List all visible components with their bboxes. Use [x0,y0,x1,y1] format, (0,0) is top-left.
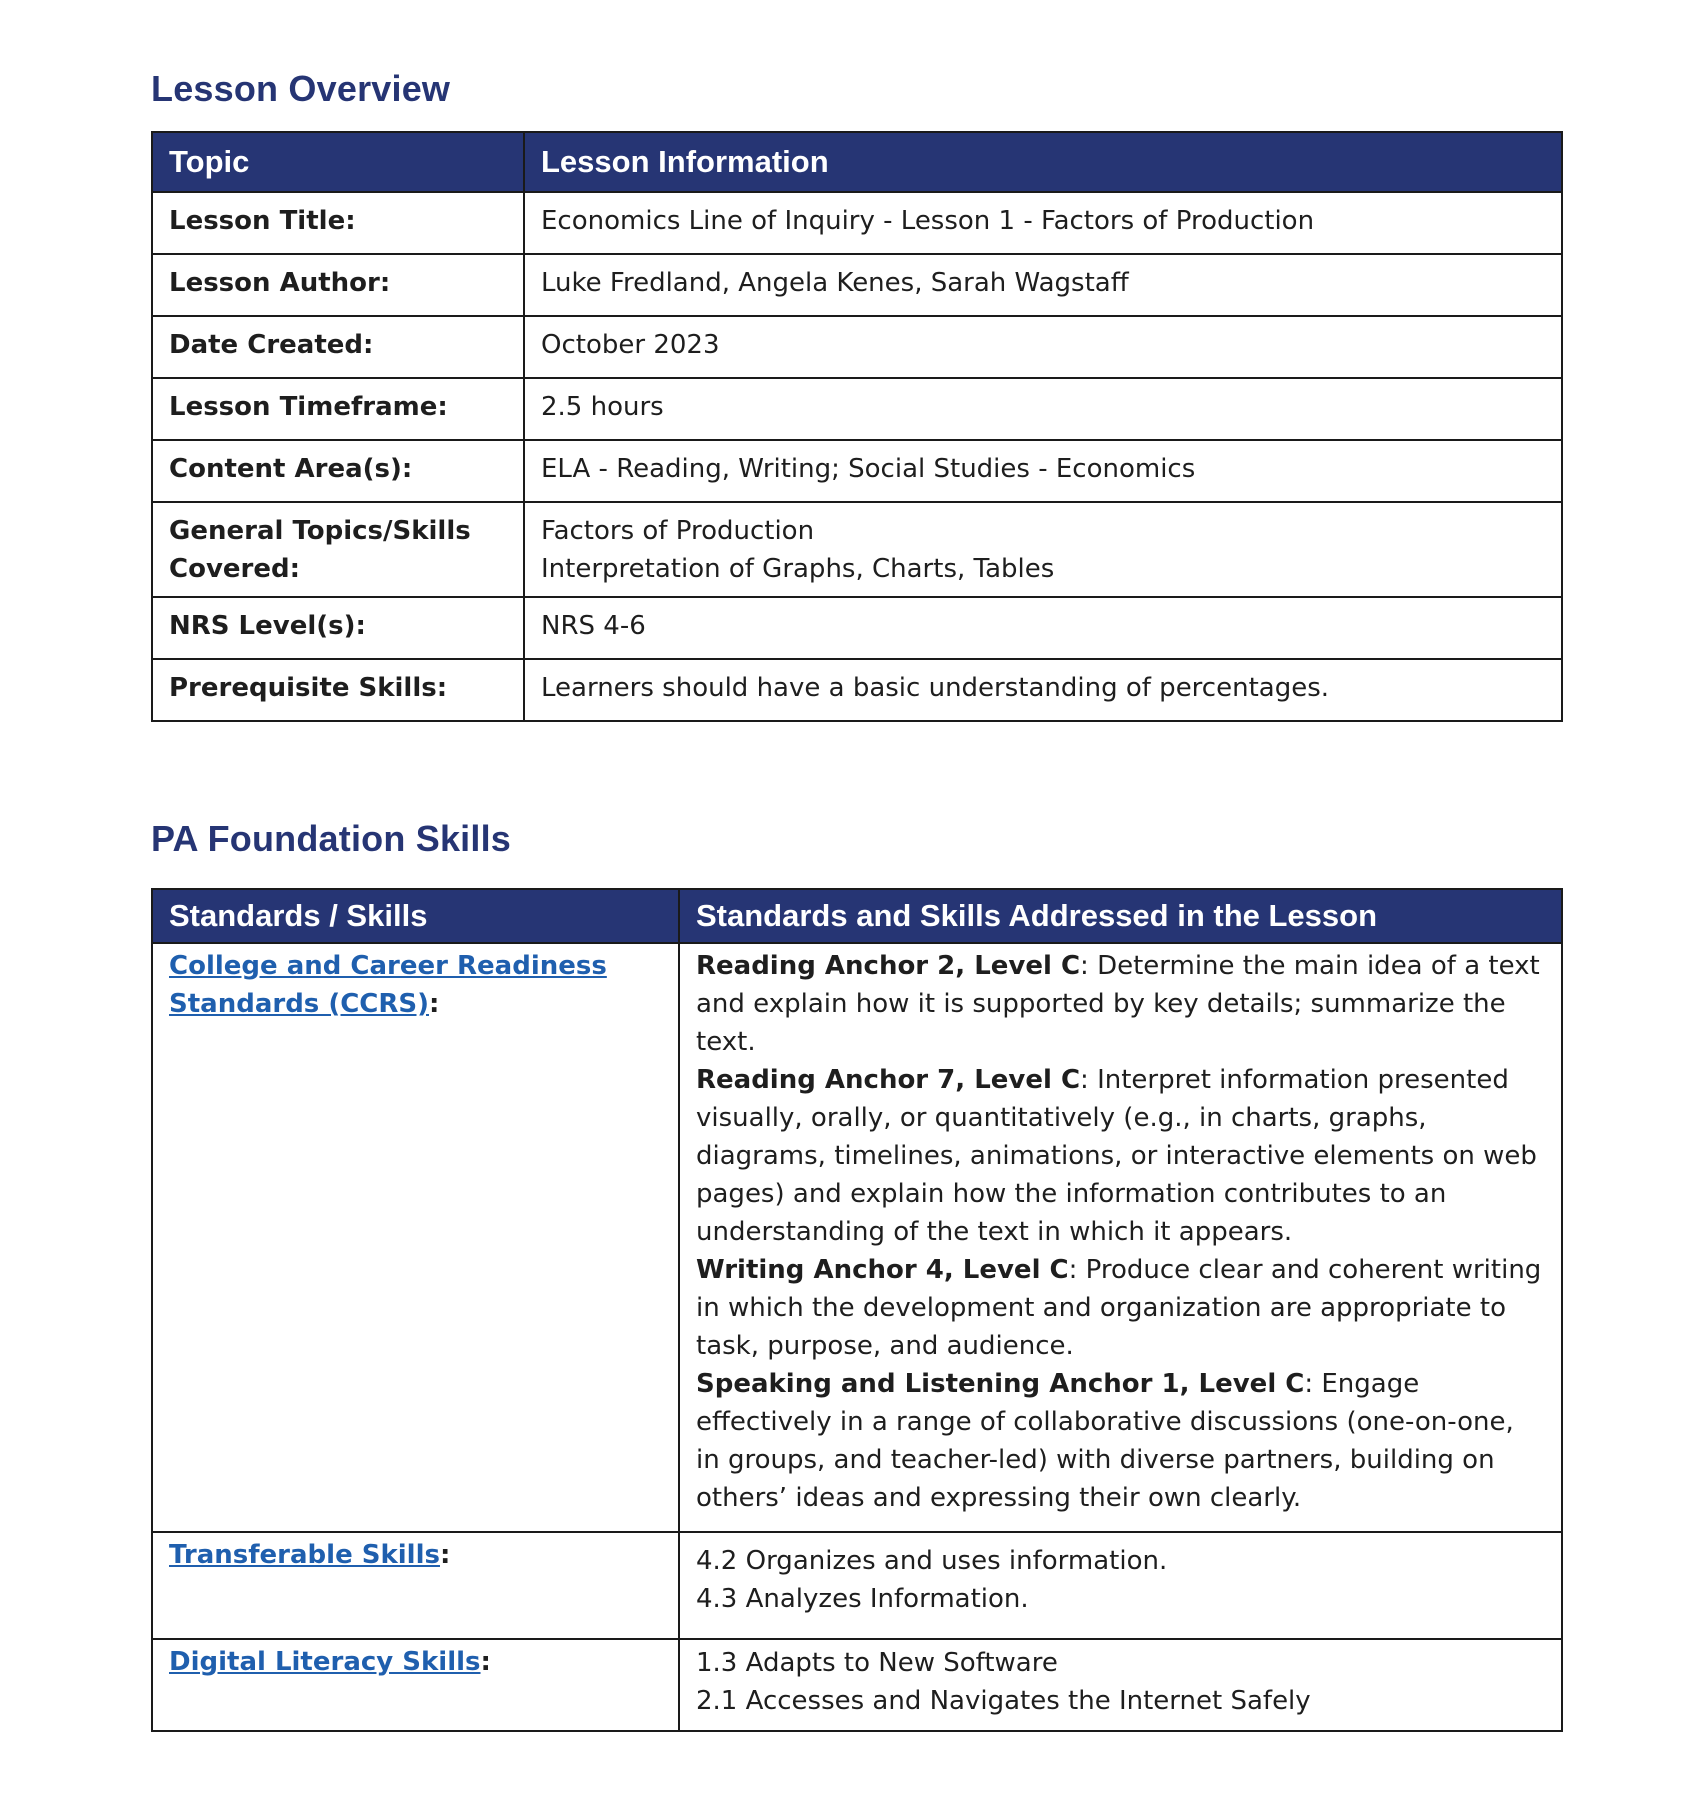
link-suffix: : [439,1540,451,1570]
row-general-topics [152,502,1562,597]
ccrs-link[interactable]: College and Career Readiness Standards (CCRS) [169,951,607,1019]
standard-item-text: : Interpret information presented visually, orally, or quantitatively (e.g., in charts, graphs, diagrams, timelines, animations, or interactive elements on web pages) and explain how the information contributes to an understanding of the text in which it appears. [696,1065,1537,1247]
column-header-topic: Topic [152,132,524,192]
value-date-created [524,316,1562,378]
value-nrs-levels [524,597,1562,659]
skills-cell-ccrs [679,943,1562,1532]
label-lesson-title: Lesson Title: [152,192,524,254]
transferable-skills-link[interactable]: Transferable Skills [169,1540,440,1570]
row-digital-literacy [152,1639,1562,1731]
skill-item: 1.3 Adapts to New Software [696,1648,1058,1678]
value-line: Learners should have a basic understanding of percentages. [541,673,1330,703]
skill-item: 4.3 Analyzes Information. [696,1584,1029,1614]
foundation-skills-table [151,888,1563,1732]
row-prerequisite-skills [152,659,1562,721]
value-line: ELA - Reading, Writing; Social Studies - Economics [541,454,1196,484]
standard-item-title: Reading Anchor 2, Level C [696,951,1081,981]
standard-cell-digital-literacy [152,1639,679,1731]
standard-item-title: Reading Anchor 7, Level C [696,1065,1081,1095]
row-content-areas [152,440,1562,502]
row-transferable-skills [152,1532,1562,1639]
row-nrs-levels [152,597,1562,659]
label-content-areas: Content Area(s): [152,440,524,502]
column-header-standards-addressed: Standards and Skills Addressed in the Lesson [679,889,1562,943]
column-header-lesson-information: Lesson Information [524,132,1562,192]
row-date-created [152,316,1562,378]
label-date-created: Date Created: [152,316,524,378]
skill-item: 2.1 Accesses and Navigates the Internet Safely [696,1686,1311,1716]
label-lesson-author: Lesson Author: [152,254,524,316]
value-line: 2.5 hours [541,392,664,422]
skill-item: 4.2 Organizes and uses information. [696,1546,1168,1576]
label-prerequisite-skills: Prerequisite Skills: [152,659,524,721]
value-lesson-title [524,192,1562,254]
value-general-topics [524,502,1562,597]
standard-item-text: : Determine the main idea of a text and explain how it is supported by key details; summarize the text. [696,951,1540,1057]
standard-item [696,1251,1545,1365]
row-lesson-timeframe [152,378,1562,440]
foundation-header-row [152,889,1562,943]
lesson-overview-heading: Lesson Overview [151,68,451,109]
row-ccrs [152,943,1562,1532]
value-lesson-author [524,254,1562,316]
label-nrs-levels: NRS Level(s): [152,597,524,659]
digital-literacy-skills-link[interactable]: Digital Literacy Skills [169,1647,481,1677]
value-line: Economics Line of Inquiry - Lesson 1 - Factors of Production [541,206,1315,236]
row-lesson-title [152,192,1562,254]
standard-item-text: : Produce clear and coherent writing in which the development and organization are appropriate to task, purpose, and audience. [696,1255,1542,1361]
skills-cell-transferable [679,1532,1562,1639]
row-lesson-author [152,254,1562,316]
lesson-overview-table [151,131,1563,722]
column-header-standards-skills: Standards / Skills [152,889,679,943]
standard-item [696,1365,1545,1517]
standard-item-title: Writing Anchor 4, Level C [696,1255,1069,1285]
pa-foundation-skills-heading: PA Foundation Skills [151,818,512,859]
skills-cell-digital-literacy [679,1639,1562,1731]
value-content-areas [524,440,1562,502]
value-line: NRS 4-6 [541,611,646,641]
link-suffix: : [480,1647,491,1677]
standard-item [696,1061,1545,1251]
standard-cell-ccrs [152,943,679,1532]
standard-item-title: Speaking and Listening Anchor 1, Level C [696,1369,1305,1399]
label-general-topics: General Topics/Skills Covered: [152,502,524,597]
standard-item-text: : Engage effectively in a range of collaborative discussions (one-on-one, in groups, and teacher-led) with diverse partners, building on others’ ideas and expressing their own clearly. [696,1369,1514,1513]
standard-item [696,947,1545,1061]
value-line: Factors of Production [541,516,815,546]
value-line: October 2023 [541,330,720,360]
label-lesson-timeframe: Lesson Timeframe: [152,378,524,440]
value-lesson-timeframe [524,378,1562,440]
overview-header-row [152,132,1562,192]
link-suffix: : [429,989,440,1019]
value-prerequisite-skills [524,659,1562,721]
value-line: Interpretation of Graphs, Charts, Tables [541,554,1055,584]
standard-cell-transferable [152,1532,679,1639]
value-line: Luke Fredland, Angela Kenes, Sarah Wagstaff [541,268,1129,298]
